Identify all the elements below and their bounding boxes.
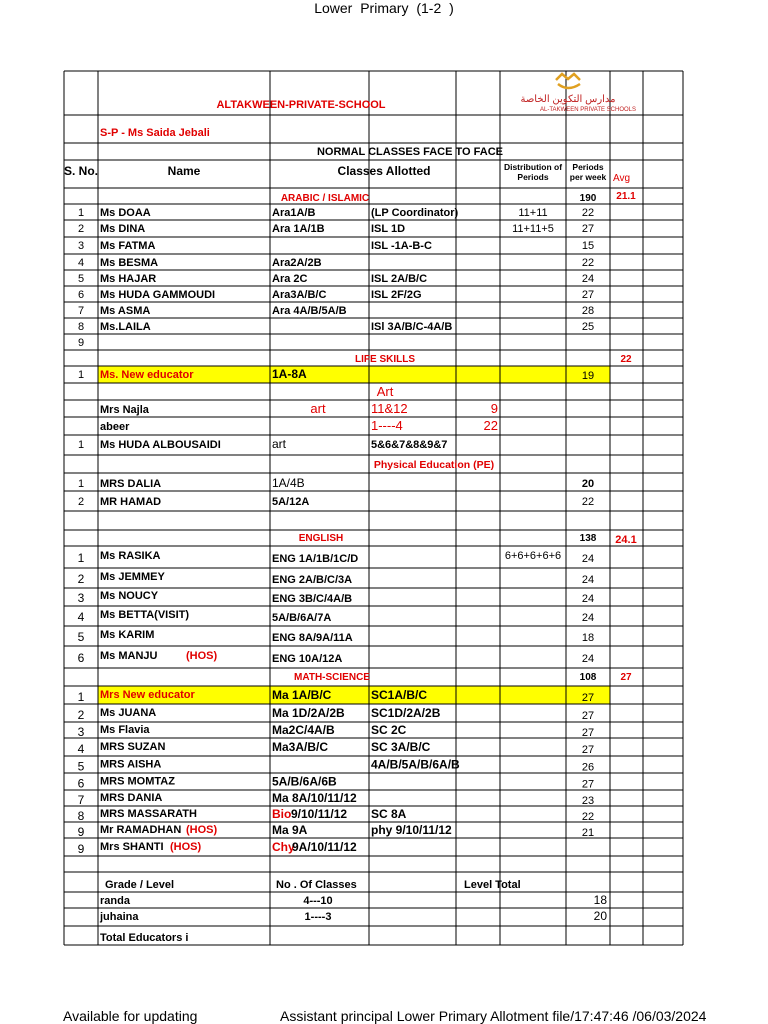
row-no: 5 [77,273,85,285]
class-1: 1A/4B [272,476,305,490]
teacher-name: Ms BETTA(VISIT) [100,609,190,621]
section-life-skills: LIFE SKILLS [355,354,415,365]
teacher-name: Ms.LAILA [100,321,151,333]
subtitle: NORMAL CLASSES FACE TO FACE [316,146,504,158]
page-header: Lower Primary (1-2 ) [314,0,454,16]
teacher-name: Ms KARIM [100,629,155,641]
class-1: ENG 1A/1B/1C/D [272,553,359,565]
row-no: 1 [77,439,85,451]
summary-total: 18 [593,893,607,907]
periods: 24 [581,593,595,605]
row-no: 2 [77,572,85,586]
row-no: 6 [77,651,85,665]
class-2: ISl 3A/B/C-4A/B [371,321,453,333]
class-2: (LP Coordinator) [371,207,459,219]
class-2: ISL 1D [371,223,406,235]
art-periods: 22 [483,418,498,433]
row-no: 1 [77,369,85,381]
class-2: phy 9/10/11/12 [371,823,452,837]
life-avg: 22 [620,354,632,365]
pe-title-bg [99,456,565,472]
col-dist-2: Periods [517,172,549,182]
col-name: Name [167,164,201,178]
class-1: art [272,437,287,451]
row-no: 7 [77,793,85,807]
sp-label: S-P - Ms Saida Jebali [100,127,210,139]
teacher-name: Ms Flavia [100,724,150,736]
distribution: 11+11+5 [512,223,554,235]
class-1: 9/10/11/12 [291,807,348,821]
periods: 27 [581,692,595,704]
math-avg: 27 [620,672,632,683]
teacher-name: MRS SUZAN [100,741,166,753]
teacher-name: MRS DANIA [100,792,163,804]
row-no: 2 [77,223,85,235]
subject-prefix: Chy [272,840,295,854]
section-math: MATH-SCIENCE [294,672,370,683]
row-no: 7 [77,305,85,317]
row-no: 9 [77,842,85,856]
teacher-name: Ms HAJAR [100,273,157,285]
periods: 24 [581,273,595,285]
class-2: SC 8A [371,807,407,821]
arabic-total: 190 [579,193,597,204]
class-1: Ma3A/B/C [272,740,329,754]
total-educators-label: Total Educators i [100,932,189,944]
periods: 22 [581,207,595,219]
class-1: Ara3A/B/C [272,289,327,301]
summary-gap-bg [65,857,682,871]
section-art: Art [376,384,394,399]
class-1: 5A/12A [272,496,310,508]
teacher-name: Mrs New educator [100,689,195,701]
periods: 22 [581,257,595,269]
footer-right: Assistant principal Lower Primary Allotment file/17:47:46 /06/03/2024 [280,1008,707,1024]
summary-grade: randa [100,895,130,907]
col-periods-1: Periods [572,162,604,172]
class-2: SC1D/2A/2B [371,706,441,720]
periods: 27 [581,710,595,722]
periods: 22 [581,811,595,823]
periods: 23 [581,795,595,807]
class-1: ENG 2A/B/C/3A [272,574,353,586]
teacher-name: Ms FATMA [100,240,156,252]
row-no: 1 [77,551,85,565]
class-1: Ara 4A/B/5A/B [272,305,347,317]
arabic-avg: 21.1 [616,191,636,202]
periods: 28 [581,305,595,317]
subject-prefix: Bio [272,807,292,821]
distribution: 11+11 [518,207,548,219]
row-no: 1 [77,207,85,219]
logo-arabic-text: مدارس التكوين الخاصة [520,94,616,105]
class-1: ENG 10A/12A [272,653,343,665]
periods: 21 [581,827,595,839]
teacher-name: Ms NOUCY [100,590,159,602]
row-no: 5 [77,759,85,774]
row-no: 6 [77,776,85,791]
class-2: SC 3A/B/C [371,740,431,754]
teacher-name: Ms. New educator [100,369,194,381]
row-no: 1 [77,478,85,490]
teacher-name: Ms ASMA [100,305,151,317]
teacher-name: Mrs Najla [100,404,149,416]
art-periods: 9 [490,401,498,416]
teacher-name: Ms HUDA ALBOUSAIDI [100,439,221,451]
class-2: ISL 2A/B/C [371,273,428,285]
teacher-name: MRS AISHA [100,758,162,771]
teacher-name: MRS MASSARATH [100,808,197,820]
class-2: 11&12 [371,401,408,416]
class-1: 1A-8A [272,367,307,381]
teacher-name: Ms RASIKA [100,550,161,562]
class-1: Ma 1D/2A/2B [272,706,345,720]
class-2: ISL 2F/2G [371,289,422,301]
periods: 18 [581,632,595,644]
periods: 27 [581,744,595,756]
summary-classes: 4---10 [303,895,333,907]
english-avg: 24.1 [615,534,637,546]
row-no: 9 [77,825,85,839]
teacher-name: MR HAMAD [100,496,162,508]
periods: 15 [581,240,595,252]
periods: 24 [581,653,595,665]
periods: 24 [581,553,595,565]
row-no: 8 [77,321,85,333]
row-no: 3 [77,591,85,605]
teacher-name: Ms MANJU [100,650,158,662]
summary-classes: 1----3 [304,911,332,923]
class-1: Ara 2C [272,273,308,285]
row-no: 4 [77,610,85,624]
class-1: 5A/B/6A/6B [272,774,337,789]
art-title-bg [99,384,565,399]
row-no: 1 [77,690,85,704]
section-english: ENGLISH [298,533,344,544]
periods: 20 [581,478,595,490]
periods: 27 [581,727,595,739]
summary-classes-header: No . Of Classes [276,879,357,891]
col-dist-1: Distribution of [503,162,563,172]
periods: 27 [581,289,595,301]
class-1: Ma 8A/10/11/12 [272,791,357,805]
row-no: 8 [77,809,85,823]
class-1: Ara 1A/1B [272,223,325,235]
math-total: 108 [579,672,597,683]
teacher-name: Ms BESMA [100,257,159,269]
col-classes: Classes Allotted [337,164,431,178]
summary-total-header: Level Total [464,879,521,891]
school-name: ALTAKWEEN-PRIVATE-SCHOOL [216,99,386,111]
section-title-bg [99,351,565,365]
class-1: 9A/10/11/12 [292,840,357,854]
periods: 26 [581,761,595,774]
periods: 22 [581,496,595,508]
row-no: 5 [77,630,85,644]
col-avg: Avg [613,173,631,184]
class-2: ISL -1A-B-C [371,240,432,252]
class-1: ENG 3B/C/4A/B [272,593,353,605]
teacher-name: Mrs SHANTI [100,841,164,853]
row-no: 9 [77,337,85,349]
teacher-name: MRS DALIA [100,478,162,490]
teacher-name: Ms DOAA [100,207,151,219]
summary-total: 20 [593,909,607,923]
class-2: 4A/B/5A/B/6A/B [371,757,460,772]
summary-grade: juhaina [100,911,139,923]
class-2: SC1A/B/C [371,688,428,702]
row-no: 4 [77,742,85,756]
periods: 24 [581,612,595,624]
col-sno: S. No. [63,164,99,178]
periods: 19 [581,370,595,382]
col-periods-2: per week [569,172,607,182]
periods: 25 [581,321,595,333]
row-no: 4 [77,257,85,269]
class-1: ENG 8A/9A/11A [272,632,353,644]
class-1: art [310,401,326,416]
class-2: 1----4 [371,418,403,433]
periods: 27 [581,778,595,791]
class-1: Ara2A/2B [272,257,322,269]
distribution: 6+6+6+6+6 [504,550,562,562]
logo-english-text: AL-TAKWEEN PRIVATE SCHOOLS [539,107,637,113]
class-1: Ma2C/4A/B [272,723,335,737]
class-1: Ara1A/B [272,207,316,219]
class-2: SC 2C [371,723,407,737]
hos-label: (HOS) [186,824,218,836]
row-no: 2 [77,708,85,722]
teacher-name: abeer [100,421,130,433]
class-1: Ma 9A [272,823,308,837]
periods: 24 [581,574,595,586]
hos-label: (HOS) [186,650,218,662]
class-1: Ma 1A/B/C [272,688,332,702]
teacher-name: Ms DINA [100,223,146,235]
teacher-name: Mr RAMADHAN [100,824,182,836]
teacher-name: Ms JEMMEY [100,571,165,583]
english-total: 138 [579,533,597,544]
teacher-name: Ms JUANA [100,707,157,719]
hos-label: (HOS) [170,841,202,853]
section-pe: Physical Education (PE) [373,459,495,471]
summary-grade-header: Grade / Level [105,879,175,891]
teacher-name: MRS MOMTAZ [100,775,175,788]
periods: 27 [581,223,595,235]
class-2: 5&6&7&8&9&7 [371,439,448,451]
row-no: 6 [77,289,85,301]
row-no: 2 [77,496,85,508]
teacher-name: Ms HUDA GAMMOUDI [100,289,216,301]
section-arabic: ARABIC / ISLAMIC [280,193,370,204]
row-no: 3 [77,240,85,252]
class-1: 5A/B/6A/7A [272,612,332,624]
footer-left: Available for updating [63,1008,198,1024]
row-no: 3 [77,725,85,739]
